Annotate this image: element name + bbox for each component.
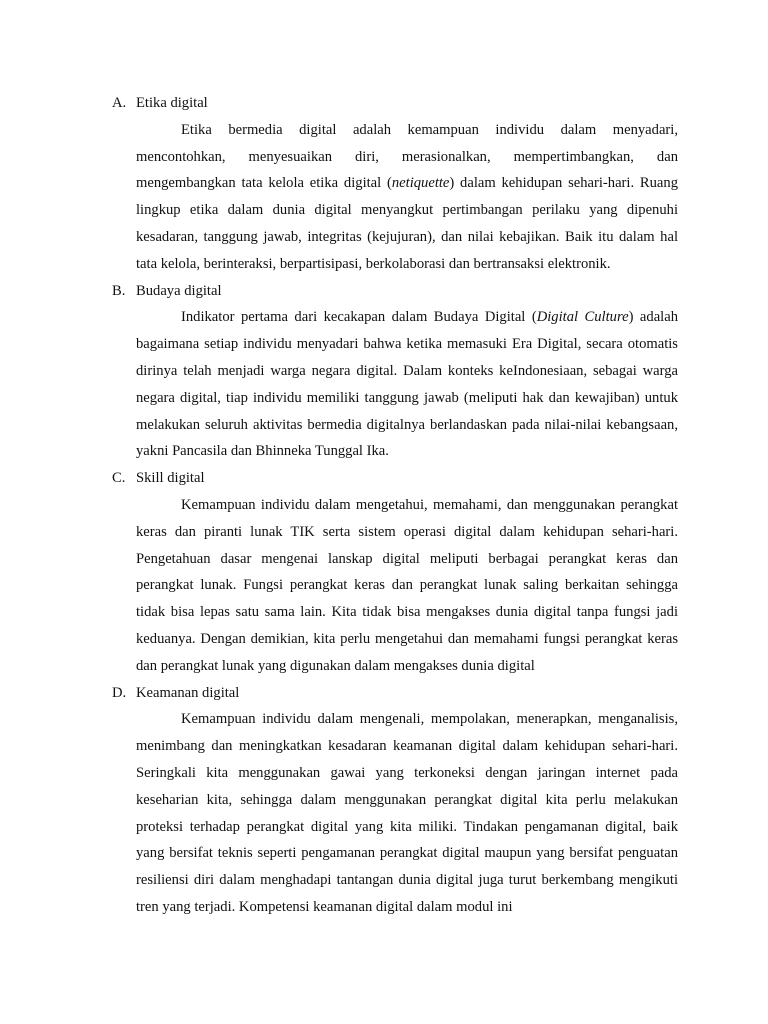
section-heading xyxy=(112,465,678,492)
paragraph-text-continued: ) dalam kehidupan sehari-hari. Ruang lingkup etika dalam dunia digital menyangkut pertimbangan perilaku yang dipenuhi kesadaran, tanggung jawab, integritas (kejujuran), dan nilai kebajikan. Baik itu dalam hal tata kelola, berinteraksi, berpartisipasi, berkolaborasi dan bertransaksi elektronik. xyxy=(136,175,679,272)
section-etika-digital xyxy=(112,90,678,278)
section-paragraph xyxy=(136,492,678,680)
paragraph-text-continued: ) adalah bagaimana setiap individu menyadari bahwa ketika memasuki Era Digital, secara otomatis dirinya telah menjadi warga negara digital. Dalam konteks keIndonesiaan, sebagai warga negara digital, tiap individu memiliki tanggung jawab (meliputi hak dan kewajiban) untuk melakukan seluruh aktivitas bermedia digitalnya berlandaskan pada nilai-nilai kebangsaan, yakni Pancasila dan Bhinneka Tunggal Ika. xyxy=(136,309,679,460)
section-heading xyxy=(112,278,678,305)
section-paragraph xyxy=(136,117,678,278)
section-letter: D. xyxy=(112,684,127,701)
paragraph-italic-term: netiquette xyxy=(391,175,450,192)
section-paragraph xyxy=(136,304,678,465)
section-skill-digital xyxy=(112,465,678,679)
section-keamanan-digital xyxy=(112,680,678,921)
document-body xyxy=(112,90,678,921)
section-title: Skill digital xyxy=(136,470,205,487)
section-paragraph xyxy=(136,706,678,920)
section-heading xyxy=(112,680,678,707)
section-heading xyxy=(112,90,678,117)
section-letter: C. xyxy=(112,470,126,487)
section-letter: B. xyxy=(112,282,126,299)
paragraph-text: Kemampuan individu dalam mengenali, mempolakan, menerapkan, menganalisis, menimbang dan meningkatkan kesadaran keamanan digital dalam kehidupan sehari-hari. Seringkali kita menggunakan gawai yang terkoneksi dengan jaringan internet pada keseharian kita, sehingga dalam menggunakan perangkat digital kita perlu melakukan proteksi terhadap perangkat digital yang kita miliki. Tindakan pengamanan digital, baik yang bersifat teknis seperti pengamanan perangkat digital maupun yang bersifat penguatan resiliensi diri dalam menghadapi tantangan dunia digital juga turut berkembang mengikuti tren yang terjadi. Kompetensi keamanan digital dalam modul ini xyxy=(136,711,678,915)
paragraph-text: Kemampuan individu dalam mengetahui, memahami, dan menggunakan perangkat keras dan piranti lunak TIK serta sistem operasi digital dalam kehidupan sehari-hari. Pengetahuan dasar mengenai lanskap digital meliputi berbagai perangkat keras dan perangkat lunak. Fungsi perangkat keras dan perangkat lunak saling berkaitan sehingga tidak bisa lepas satu sama lain. Kita tidak bisa mengakses dunia digital tanpa fungsi jadi keduanya. Dengan demikian, kita perlu mengetahui dan memahami fungsi perangkat keras dan perangkat lunak yang digunakan dalam mengakses dunia digital xyxy=(136,496,678,674)
section-letter: A. xyxy=(112,95,127,111)
section-title: Budaya digital xyxy=(136,282,222,299)
paragraph-italic-term: Digital Culture xyxy=(536,309,629,326)
paragraph-text: Indikator pertama dari kecakapan dalam Budaya Digital ( xyxy=(181,309,537,326)
section-title: Etika digital xyxy=(136,95,208,111)
section-title: Keamanan digital xyxy=(136,684,240,701)
paragraph-text: Etika bermedia digital adalah kemampuan individu dalam menyadari, mencontohkan, menyesuaikan diri, merasionalkan, mempertimbangkan, dan mengembangkan tata kelola etika digital ( xyxy=(136,121,678,192)
section-budaya-digital xyxy=(112,278,678,466)
